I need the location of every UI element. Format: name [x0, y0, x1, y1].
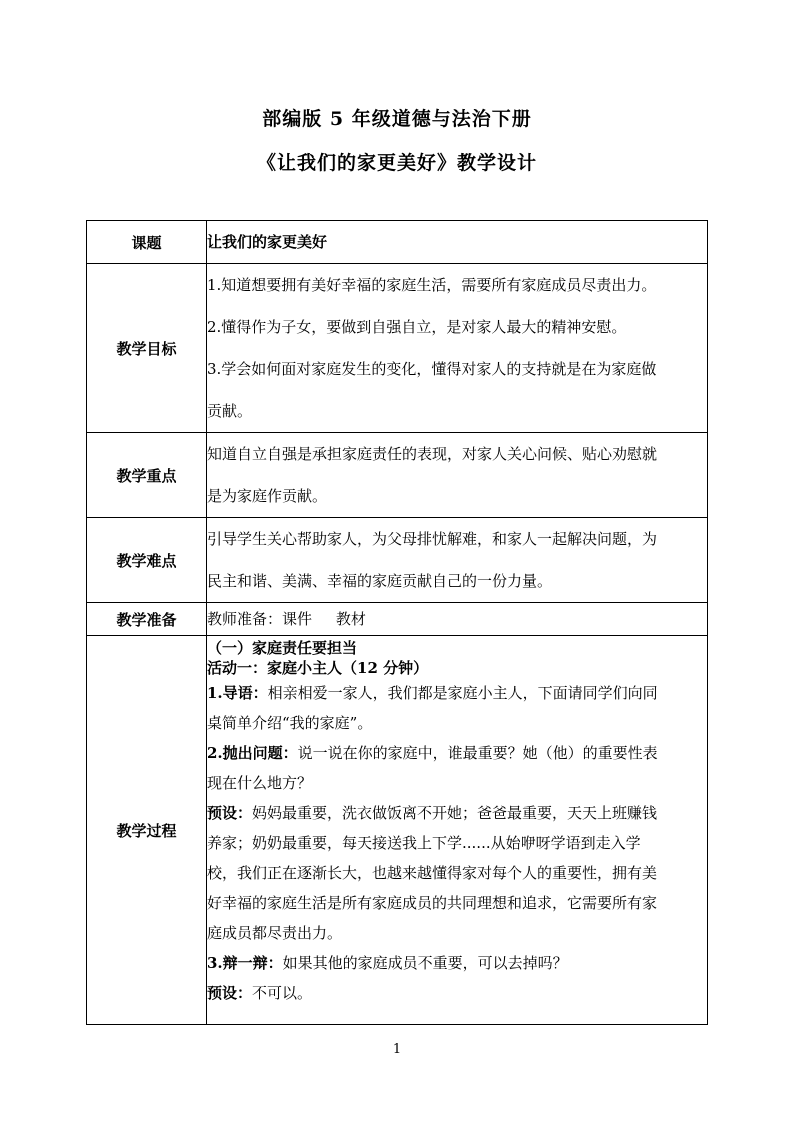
preparation-label: 教学准备: [87, 603, 207, 636]
preset1-label: 预设：: [207, 804, 253, 822]
section-heading: （一）家庭责任要担当: [207, 639, 358, 657]
table-row-difficulties: [87, 518, 708, 603]
step3-text: 如果其他的家庭成员不重要，可以去掉吗？: [282, 954, 568, 972]
difficulties-content: [207, 518, 708, 603]
topic-text: 让我们的家更美好: [207, 233, 328, 251]
step2-line: [207, 738, 707, 768]
goals-content: [207, 264, 708, 433]
table-row-key-points: [87, 433, 708, 518]
topic-value: [207, 221, 708, 264]
key-points-content: [207, 433, 708, 518]
preset2-text: 不可以。: [252, 984, 313, 1002]
preparation-content: [207, 603, 708, 636]
step1-label: 1.导语：: [207, 684, 268, 702]
process-label: 教学过程: [87, 636, 207, 1025]
lesson-plan-table: [86, 220, 708, 1025]
preset2-label: 预设：: [207, 984, 253, 1002]
page-number: 1: [392, 1042, 402, 1057]
goal-line: 2.懂得作为子女，要做到自强自立，是对家人最大的精神安慰。: [207, 318, 627, 336]
goal-line: 1.知道想要拥有美好幸福的家庭生活，需要所有家庭成员尽责出力。: [207, 276, 657, 294]
step2-continuation: 现在什么地方？: [207, 774, 313, 792]
goal-line: 3.学会如何面对家庭发生的变化，懂得对家人的支持就是在为家庭做: [207, 360, 657, 378]
table-row-preparation: [87, 603, 708, 636]
preset1-continuation: 庭成员都尽责出力。: [207, 924, 343, 942]
preset1-continuation: 校，我们正在逐渐长大，也越来越懂得家对每个人的重要性，拥有美: [207, 864, 658, 882]
preset1-continuation: 好幸福的家庭生活是所有家庭成员的共同理想和追求，它需要所有家: [207, 894, 658, 912]
difficulty-line: 引导学生关心帮助家人，为父母排忧解难，和家人一起解决问题，为: [207, 530, 658, 548]
preparation-text: 教师准备：课件 教材: [207, 610, 366, 628]
step2-text: 说一说在你的家庭中，谁最重要？她（他）的重要性表: [297, 744, 658, 762]
activity-heading: 活动一：家庭小主人（12 分钟）: [207, 659, 429, 677]
table-row-goals: [87, 264, 708, 433]
step3-label: 3.辩一辩：: [207, 954, 283, 972]
difficulties-label: 教学难点: [87, 518, 207, 603]
document-title: 部编版 5 年级道德与法治下册: [262, 108, 532, 130]
document-subtitle: 《让我们的家更美好》教学设计: [256, 152, 537, 174]
step2-label: 2.抛出问题：: [207, 744, 298, 762]
preset1-text: 妈妈最重要，洗衣做饭离不开她；爸爸最重要，天天上班赚钱: [252, 804, 658, 822]
table-row-topic: [87, 221, 708, 264]
step3-line: [207, 948, 707, 978]
preset2-line: [207, 978, 707, 1008]
key-point-line: 知道自立自强是承担家庭责任的表现，对家人关心问候、贴心劝慰就: [207, 445, 658, 463]
difficulty-line: 民主和谐、美满、幸福的家庭贡献自己的一份力量。: [207, 572, 553, 590]
table-row-process: [87, 636, 708, 1025]
step1-continuation: 桌简单介绍“我的家庭”。: [207, 714, 373, 732]
step1-line: [207, 678, 707, 708]
goal-line: 贡献。: [207, 402, 253, 420]
key-point-line: 是为家庭作贡献。: [207, 487, 328, 505]
key-points-label: 教学重点: [87, 433, 207, 518]
process-content: [207, 636, 708, 1025]
preset1-line: [207, 798, 707, 828]
preset1-continuation: 养家；奶奶最重要，每天接送我上下学......从始咿呀学语到走入学: [207, 834, 641, 852]
step1-text: 相亲相爱一家人，我们都是家庭小主人，下面请同学们向同: [267, 684, 658, 702]
topic-label: 课题: [87, 221, 207, 264]
goals-label: 教学目标: [87, 264, 207, 433]
